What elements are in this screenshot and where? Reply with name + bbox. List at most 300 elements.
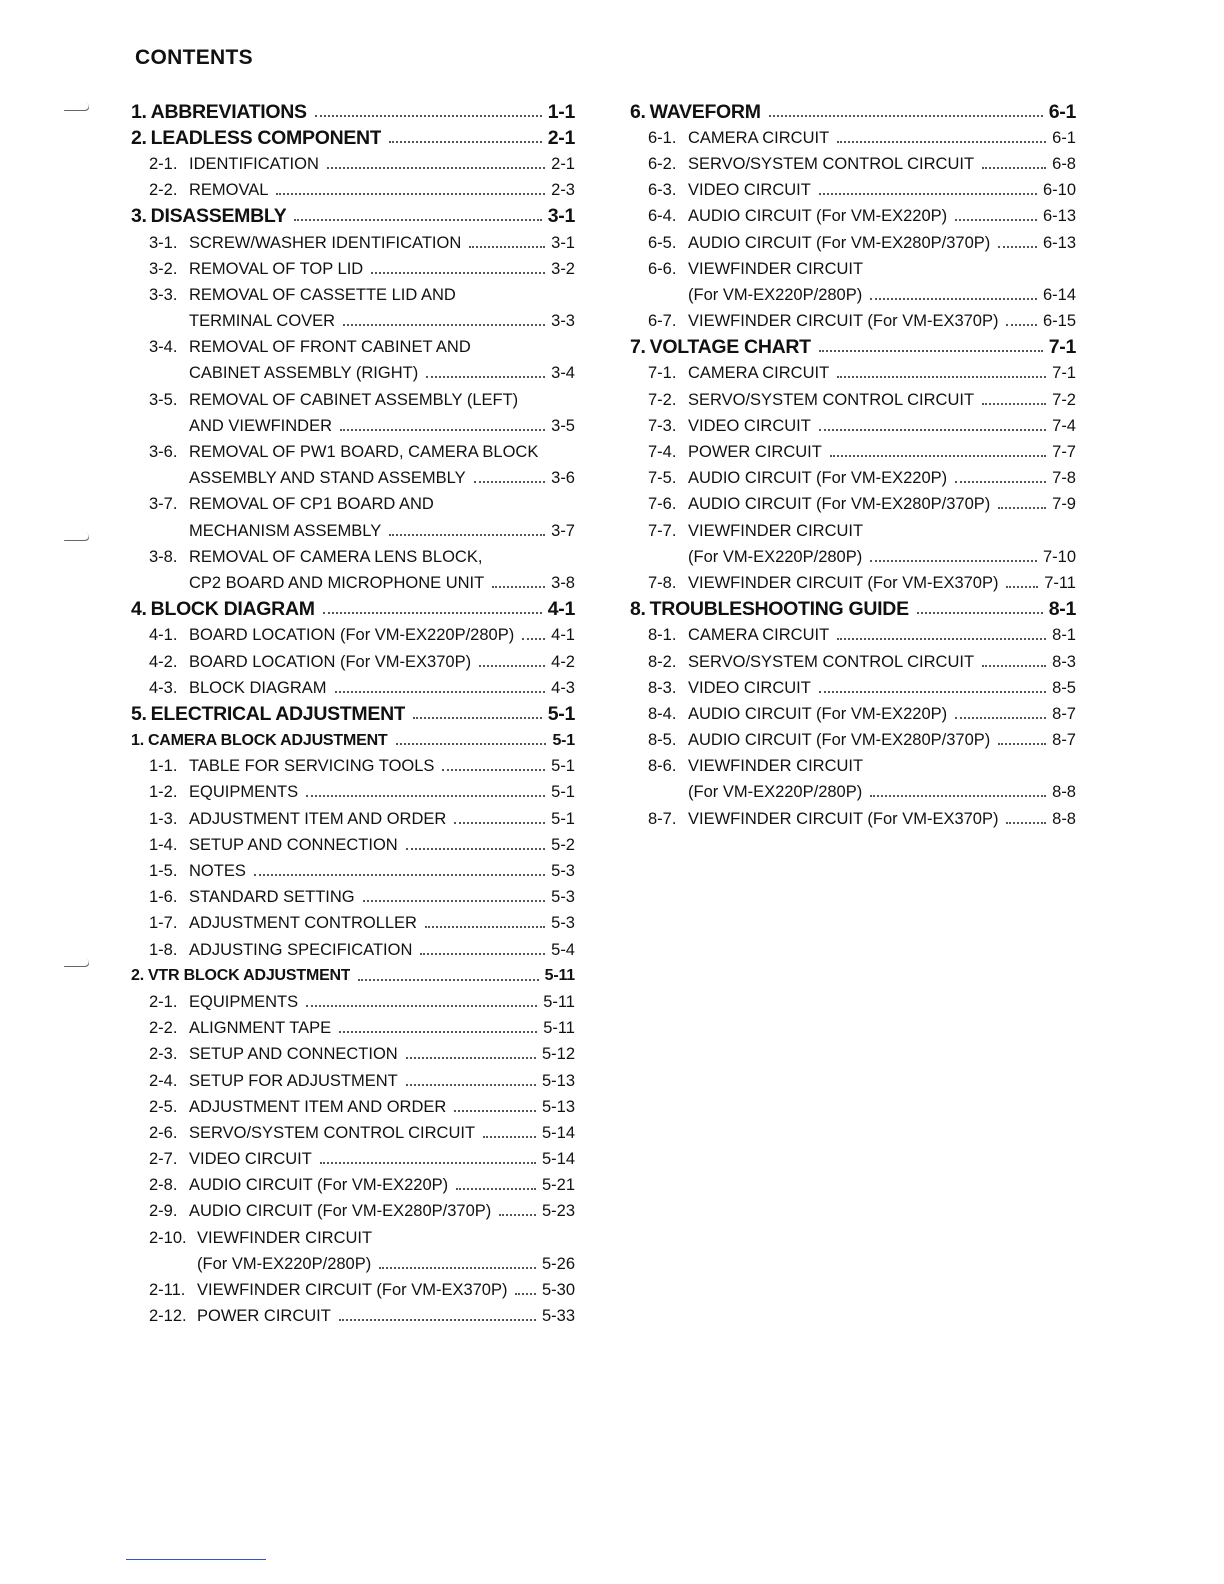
toc-entry-number: 1-3. xyxy=(149,809,178,828)
toc-entry-title: ABBREVIATIONS xyxy=(150,100,307,123)
toc-entry-title: (For VM-EX220P/280P) xyxy=(688,783,863,802)
toc-entry[interactable] xyxy=(131,151,575,177)
toc-entry-page: 5-1 xyxy=(551,809,575,828)
toc-entry-page: 5-1 xyxy=(551,757,575,776)
toc-entry[interactable] xyxy=(131,466,575,492)
toc-entry-title: VIEWFINDER CIRCUIT xyxy=(688,259,864,278)
dot-leader xyxy=(339,1030,537,1033)
toc-entry-number: 3-6. xyxy=(149,443,178,462)
toc-entry[interactable] xyxy=(131,230,575,256)
dot-leader xyxy=(522,637,545,640)
toc-entry-number: 1-8. xyxy=(149,940,178,959)
dot-leader xyxy=(306,794,545,797)
toc-entry[interactable] xyxy=(131,413,575,439)
toc-entry[interactable] xyxy=(630,492,1076,518)
toc-entry-title: TABLE FOR SERVICING TOOLS xyxy=(189,757,435,776)
toc-entry[interactable] xyxy=(630,623,1076,649)
toc-entry[interactable] xyxy=(131,335,575,361)
toc-entry-page: 7-1 xyxy=(1052,364,1076,383)
toc-entry-page: 5-2 xyxy=(551,835,575,854)
toc-entry[interactable] xyxy=(630,99,1076,125)
toc-entry-page: 3-2 xyxy=(551,259,575,278)
dot-leader xyxy=(998,245,1037,248)
dot-leader xyxy=(955,218,1037,221)
toc-entry-title: REMOVAL xyxy=(189,181,269,200)
toc-entry-title: AUDIO CIRCUIT (For VM-EX220P) xyxy=(688,704,948,723)
toc-entry[interactable] xyxy=(131,125,575,151)
toc-entry-title: SETUP AND CONNECTION xyxy=(189,835,398,854)
toc-entry-number: 2-8. xyxy=(149,1176,178,1195)
footer-rule xyxy=(126,1559,266,1560)
toc-entry[interactable] xyxy=(131,1094,575,1120)
toc-entry-title: AUDIO CIRCUIT (For VM-EX280P/370P) xyxy=(688,495,991,514)
toc-entry-number: 8-3. xyxy=(648,678,677,697)
toc-entry-number: 2-9. xyxy=(149,1202,178,1221)
toc-entry-number: 6. xyxy=(630,100,646,123)
toc-entry-number: 1-5. xyxy=(149,862,178,881)
dot-leader xyxy=(819,349,1043,352)
toc-entry-title: SERVO/SYSTEM CONTROL CIRCUIT xyxy=(688,652,975,671)
toc-entry-page: 5-4 xyxy=(551,940,575,959)
toc-entry[interactable] xyxy=(630,125,1076,151)
toc-entry-number: 7-4. xyxy=(648,443,677,462)
toc-entry-number: 3-4. xyxy=(149,338,178,357)
toc-entry-title: VIDEO CIRCUIT xyxy=(688,181,811,200)
toc-entry[interactable] xyxy=(131,1277,575,1303)
toc-entry[interactable] xyxy=(131,99,575,125)
dot-leader xyxy=(955,716,1046,719)
toc-entry-page: 2-1 xyxy=(547,126,575,149)
dot-leader xyxy=(294,218,541,221)
toc-entry[interactable] xyxy=(131,701,575,727)
toc-entry[interactable] xyxy=(131,1147,575,1173)
toc-entry-number: 4-1. xyxy=(149,626,178,645)
toc-entry-page: 5-26 xyxy=(541,1254,575,1273)
toc-entry[interactable] xyxy=(630,204,1076,230)
toc-entry-title: ADJUSTMENT ITEM AND ORDER xyxy=(189,809,447,828)
toc-entry[interactable] xyxy=(131,282,575,308)
toc-entry-number: 2. xyxy=(131,967,144,985)
toc-entry[interactable] xyxy=(131,885,575,911)
toc-entry-title: VIEWFINDER CIRCUIT (For VM-EX370P) xyxy=(688,573,999,592)
toc-entry-number: 4-3. xyxy=(149,678,178,697)
dot-leader xyxy=(819,428,1046,431)
toc-entry-title: ADJUSTING SPECIFICATION xyxy=(189,940,413,959)
toc-entry[interactable] xyxy=(131,806,575,832)
dot-leader xyxy=(306,1004,537,1007)
toc-entry[interactable] xyxy=(630,518,1076,544)
toc-entry-page: 8-5 xyxy=(1052,678,1076,697)
toc-entry-page: 7-10 xyxy=(1042,547,1076,566)
toc-entry-number: 2-5. xyxy=(149,1097,178,1116)
toc-entry[interactable] xyxy=(131,963,575,989)
toc-entry-number: 1. xyxy=(131,731,144,749)
dot-leader xyxy=(320,1161,536,1164)
toc-entry-title: AUDIO CIRCUIT (For VM-EX280P/370P) xyxy=(688,731,991,750)
toc-entry-title: NOTES xyxy=(189,862,246,881)
toc-entry-page: 5-13 xyxy=(541,1071,575,1090)
toc-entry-title: CAMERA CIRCUIT xyxy=(688,626,830,645)
toc-entry-page: 5-13 xyxy=(541,1097,575,1116)
toc-entry-page: 3-3 xyxy=(551,312,575,331)
toc-entry-page: 8-3 xyxy=(1052,652,1076,671)
dot-leader xyxy=(837,637,1046,640)
dot-leader xyxy=(339,1318,536,1321)
toc-entry-number: 6-7. xyxy=(648,312,677,331)
toc-entry-page: 7-9 xyxy=(1052,495,1076,514)
dot-leader xyxy=(396,742,547,745)
toc-entry-number: 1-4. xyxy=(149,835,178,854)
toc-entry[interactable] xyxy=(630,178,1076,204)
toc-entry-page: 8-8 xyxy=(1052,783,1076,802)
toc-entry-page: 3-5 xyxy=(551,416,575,435)
toc-entry-number: 2-10. xyxy=(149,1228,187,1247)
dot-leader xyxy=(335,690,546,693)
toc-entry-number: 3-2. xyxy=(149,259,178,278)
toc-entry[interactable] xyxy=(630,649,1076,675)
dot-leader xyxy=(837,140,1046,143)
toc-entry-title: (For VM-EX220P/280P) xyxy=(688,547,863,566)
dot-leader xyxy=(982,166,1046,169)
toc-entry-page: 6-13 xyxy=(1042,207,1076,226)
toc-entry-page: 5-23 xyxy=(541,1202,575,1221)
toc-entry[interactable] xyxy=(630,597,1076,623)
toc-entry-number: 2. xyxy=(131,126,147,149)
toc-entry-title: VIEWFINDER CIRCUIT (For VM-EX370P) xyxy=(688,809,999,828)
toc-entry-number: 3-7. xyxy=(149,495,178,514)
toc-entry-title: VIEWFINDER CIRCUIT (For VM-EX370P) xyxy=(688,312,999,331)
toc-entry-page: 3-8 xyxy=(551,573,575,592)
toc-entry[interactable] xyxy=(131,1120,575,1146)
toc-entry[interactable] xyxy=(131,1251,575,1277)
dot-leader xyxy=(323,611,542,614)
toc-entry-page: 2-1 xyxy=(551,154,575,173)
toc-entry-page: 1-1 xyxy=(547,100,575,123)
toc-entry-title: AND VIEWFINDER xyxy=(189,416,333,435)
toc-left-column xyxy=(131,99,575,1330)
toc-entry-title: VIDEO CIRCUIT xyxy=(189,1150,312,1169)
toc-entry[interactable] xyxy=(131,1068,575,1094)
toc-entry[interactable] xyxy=(131,675,575,701)
toc-entry-title: AUDIO CIRCUIT (For VM-EX220P) xyxy=(688,469,948,488)
dot-leader xyxy=(955,480,1046,483)
toc-entry-number: 3-8. xyxy=(149,547,178,566)
toc-entry[interactable] xyxy=(131,361,575,387)
toc-entry-page: 3-4 xyxy=(551,364,575,383)
toc-entry-page: 7-8 xyxy=(1052,469,1076,488)
toc-entry-page: 8-8 xyxy=(1052,809,1076,828)
dot-leader xyxy=(389,533,545,536)
dot-leader xyxy=(327,166,545,169)
dot-leader xyxy=(819,690,1046,693)
toc-entry-title: POWER CIRCUIT xyxy=(197,1307,331,1326)
toc-entry-title: ADJUSTMENT ITEM AND ORDER xyxy=(189,1097,447,1116)
dot-leader xyxy=(426,375,545,378)
dot-leader xyxy=(917,611,1043,614)
toc-right-column xyxy=(630,99,1076,832)
dot-leader xyxy=(454,1109,536,1112)
toc-entry-title: (For VM-EX220P/280P) xyxy=(688,285,863,304)
toc-entry-page: 5-3 xyxy=(551,914,575,933)
toc-entry-number: 2-11. xyxy=(149,1281,186,1300)
toc-entry[interactable] xyxy=(131,728,575,754)
toc-entry-title: VIEWFINDER CIRCUIT xyxy=(688,521,864,540)
toc-entry[interactable] xyxy=(131,256,575,282)
toc-entry[interactable] xyxy=(131,1304,575,1330)
toc-entry[interactable] xyxy=(131,989,575,1015)
dot-leader xyxy=(413,716,541,719)
toc-entry[interactable] xyxy=(131,858,575,884)
toc-entry[interactable] xyxy=(131,544,575,570)
toc-entry[interactable] xyxy=(131,780,575,806)
dot-leader xyxy=(420,952,545,955)
toc-entry-number: 3-1. xyxy=(149,233,178,252)
dot-leader xyxy=(371,271,545,274)
toc-entry-number: 2-2. xyxy=(149,181,178,200)
dot-leader xyxy=(379,1266,536,1269)
toc-entry-page: 8-1 xyxy=(1052,626,1076,645)
toc-entry-number: 1-6. xyxy=(149,888,178,907)
toc-entry-number: 2-12. xyxy=(149,1307,187,1326)
toc-entry-title: WAVEFORM xyxy=(649,100,761,123)
toc-entry-page: 7-1 xyxy=(1048,336,1076,359)
toc-entry-title: VIDEO CIRCUIT xyxy=(688,416,811,435)
toc-entry[interactable] xyxy=(131,832,575,858)
dot-leader xyxy=(456,1187,536,1190)
toc-entry-number: 7-5. xyxy=(648,469,677,488)
toc-entry-title: ASSEMBLY AND STAND ASSEMBLY xyxy=(189,469,466,488)
toc-entry-page: 5-1 xyxy=(551,783,575,802)
toc-entry-number: 2-2. xyxy=(149,1019,178,1038)
toc-entry[interactable] xyxy=(630,544,1076,570)
toc-entry-page: 4-1 xyxy=(547,598,575,621)
toc-entry[interactable] xyxy=(630,466,1076,492)
dot-leader xyxy=(406,847,545,850)
toc-entry-title: CABINET ASSEMBLY (RIGHT) xyxy=(189,364,419,383)
toc-entry-title: BLOCK DIAGRAM xyxy=(189,678,327,697)
dot-leader xyxy=(340,428,545,431)
dot-leader xyxy=(982,402,1046,405)
toc-entry-number: 2-1. xyxy=(149,992,178,1011)
toc-entry[interactable] xyxy=(630,361,1076,387)
toc-entry-page: 7-7 xyxy=(1052,443,1076,462)
toc-entry-title: AUDIO CIRCUIT (For VM-EX280P/370P) xyxy=(688,233,991,252)
toc-entry-title: REMOVAL OF CASSETTE LID AND xyxy=(189,285,456,304)
dot-leader xyxy=(358,978,538,981)
toc-entry[interactable] xyxy=(131,570,575,596)
toc-entry-page: 6-10 xyxy=(1042,181,1076,200)
toc-entry-page: 5-3 xyxy=(551,888,575,907)
toc-entry-page: 8-7 xyxy=(1052,731,1076,750)
toc-entry[interactable] xyxy=(630,282,1076,308)
toc-entry-number: 7. xyxy=(630,336,646,359)
toc-entry[interactable] xyxy=(131,518,575,544)
toc-entry-number: 2-4. xyxy=(149,1071,178,1090)
toc-entry-number: 3-5. xyxy=(149,390,178,409)
dot-leader xyxy=(870,297,1037,300)
toc-entry-page: 5-14 xyxy=(541,1150,575,1169)
toc-entry[interactable] xyxy=(630,728,1076,754)
toc-entry-page: 8-7 xyxy=(1052,704,1076,723)
dot-leader xyxy=(406,1056,536,1059)
toc-entry[interactable] xyxy=(131,1173,575,1199)
toc-entry-page: 5-30 xyxy=(541,1281,575,1300)
toc-entry[interactable] xyxy=(630,675,1076,701)
dot-leader xyxy=(837,375,1046,378)
toc-entry-number: 3. xyxy=(131,205,147,228)
dot-leader xyxy=(442,768,545,771)
toc-entry-page: 6-1 xyxy=(1048,100,1076,123)
toc-entry-number: 7-1. xyxy=(648,364,677,383)
toc-entry-title: SERVO/SYSTEM CONTROL CIRCUIT xyxy=(688,390,975,409)
toc-entry[interactable] xyxy=(630,780,1076,806)
toc-entry-number: 8-7. xyxy=(648,809,677,828)
toc-entry[interactable] xyxy=(131,937,575,963)
toc-entry-title: VIDEO CIRCUIT xyxy=(688,678,811,697)
toc-entry[interactable] xyxy=(131,309,575,335)
toc-entry-page: 5-1 xyxy=(547,702,575,725)
toc-entry-title: VIEWFINDER CIRCUIT xyxy=(197,1228,373,1247)
toc-entry-number: 1. xyxy=(131,100,147,123)
dot-leader xyxy=(515,1292,535,1295)
dot-leader xyxy=(998,506,1046,509)
toc-entry-page: 5-21 xyxy=(541,1176,575,1195)
toc-entry-number: 7-3. xyxy=(648,416,677,435)
toc-entry-page: 3-7 xyxy=(551,521,575,540)
toc-entry[interactable] xyxy=(630,701,1076,727)
dot-leader xyxy=(1006,585,1038,588)
toc-entry-title: REMOVAL OF TOP LID xyxy=(189,259,364,278)
dot-leader xyxy=(982,664,1046,667)
toc-entry-title: CAMERA CIRCUIT xyxy=(688,364,830,383)
toc-entry-page: 6-13 xyxy=(1042,233,1076,252)
toc-entry-title: VTR BLOCK ADJUSTMENT xyxy=(147,967,351,985)
toc-entry[interactable] xyxy=(131,1042,575,1068)
toc-entry[interactable] xyxy=(131,439,575,465)
toc-entry-title: BOARD LOCATION (For VM-EX370P) xyxy=(189,652,472,671)
toc-entry-number: 8-1. xyxy=(648,626,677,645)
toc-entry-number: 3-3. xyxy=(149,285,178,304)
toc-entry-title: AUDIO CIRCUIT (For VM-EX220P) xyxy=(688,207,948,226)
toc-entry-number: 7-6. xyxy=(648,495,677,514)
toc-entry-number: 8-2. xyxy=(648,652,677,671)
toc-entry[interactable] xyxy=(131,178,575,204)
toc-entry-title: SETUP FOR ADJUSTMENT xyxy=(189,1071,398,1090)
toc-entry-page: 4-3 xyxy=(551,678,575,697)
toc-entry[interactable] xyxy=(131,492,575,518)
toc-entry[interactable] xyxy=(131,1016,575,1042)
toc-entry-page: 5-12 xyxy=(541,1045,575,1064)
toc-entry-page: 7-4 xyxy=(1052,416,1076,435)
scan-mark xyxy=(52,526,95,541)
dot-leader xyxy=(479,664,545,667)
toc-entry-title: ELECTRICAL ADJUSTMENT xyxy=(150,702,406,725)
dot-leader xyxy=(1006,323,1036,326)
toc-entry-title: IDENTIFICATION xyxy=(189,154,319,173)
toc-entry-number: 6-1. xyxy=(648,128,677,147)
toc-entry-number: 1-1. xyxy=(149,757,178,776)
toc-entry-number: 8-6. xyxy=(648,757,677,776)
toc-entry[interactable] xyxy=(630,151,1076,177)
toc-entry[interactable] xyxy=(630,754,1076,780)
toc-entry-number: 8-4. xyxy=(648,704,677,723)
toc-entry[interactable] xyxy=(630,230,1076,256)
toc-entry[interactable] xyxy=(630,256,1076,282)
toc-entry[interactable] xyxy=(131,387,575,413)
toc-entry[interactable] xyxy=(131,649,575,675)
toc-entry[interactable] xyxy=(630,387,1076,413)
toc-entry-number: 4-2. xyxy=(149,652,178,671)
dot-leader xyxy=(363,899,546,902)
toc-entry[interactable] xyxy=(630,439,1076,465)
dot-leader xyxy=(769,114,1043,117)
toc-entry-title: SERVO/SYSTEM CONTROL CIRCUIT xyxy=(688,154,975,173)
toc-entry[interactable] xyxy=(131,911,575,937)
toc-entry-title: (For VM-EX220P/280P) xyxy=(197,1254,372,1273)
toc-entry-title: REMOVAL OF PW1 BOARD, CAMERA BLOCK xyxy=(189,443,539,462)
toc-entry[interactable] xyxy=(630,570,1076,596)
toc-entry-title: REMOVAL OF CAMERA LENS BLOCK, xyxy=(189,547,483,566)
toc-entry-number: 7-2. xyxy=(648,390,677,409)
toc-entry-title: CAMERA CIRCUIT xyxy=(688,128,830,147)
toc-entry-title: AUDIO CIRCUIT (For VM-EX280P/370P) xyxy=(189,1202,492,1221)
toc-entry-title: MECHANISM ASSEMBLY xyxy=(189,521,382,540)
toc-entry[interactable] xyxy=(630,413,1076,439)
toc-entry[interactable] xyxy=(131,1225,575,1251)
toc-entry-number: 6-5. xyxy=(648,233,677,252)
toc-entry-number: 6-3. xyxy=(648,181,677,200)
dot-leader xyxy=(315,114,542,117)
dot-leader xyxy=(870,794,1046,797)
toc-entry-title: BOARD LOCATION (For VM-EX220P/280P) xyxy=(189,626,515,645)
dot-leader xyxy=(1006,821,1046,824)
toc-entry-page: 2-3 xyxy=(551,181,575,200)
toc-entry-number: 2-3. xyxy=(149,1045,178,1064)
toc-entry-number: 2-1. xyxy=(149,154,178,173)
toc-entry-number: 6-4. xyxy=(648,207,677,226)
toc-entry-title: TROUBLESHOOTING GUIDE xyxy=(649,598,909,621)
toc-entry[interactable] xyxy=(131,1199,575,1225)
dot-leader xyxy=(499,1213,536,1216)
toc-entry[interactable] xyxy=(131,597,575,623)
toc-entry[interactable] xyxy=(630,806,1076,832)
toc-entry[interactable] xyxy=(131,754,575,780)
toc-entry-title: VIEWFINDER CIRCUIT xyxy=(688,757,864,776)
dot-leader xyxy=(406,1083,536,1086)
dot-leader xyxy=(389,140,541,143)
toc-entry-title: REMOVAL OF CP1 BOARD AND xyxy=(189,495,434,514)
toc-entry[interactable] xyxy=(630,309,1076,335)
toc-entry-title: AUDIO CIRCUIT (For VM-EX220P) xyxy=(189,1176,449,1195)
toc-entry-title: DISASSEMBLY xyxy=(150,205,287,228)
toc-entry[interactable] xyxy=(630,335,1076,361)
toc-entry-title: EQUIPMENTS xyxy=(189,992,299,1011)
toc-entry-title: SETUP AND CONNECTION xyxy=(189,1045,398,1064)
toc-entry-number: 4. xyxy=(131,598,147,621)
toc-entry-number: 8-5. xyxy=(648,731,677,750)
dot-leader xyxy=(483,1135,536,1138)
toc-entry-title: SERVO/SYSTEM CONTROL CIRCUIT xyxy=(189,1123,476,1142)
toc-entry-page: 6-8 xyxy=(1052,154,1076,173)
toc-entry-page: 3-1 xyxy=(547,205,575,228)
toc-entry-page: 5-14 xyxy=(541,1123,575,1142)
toc-entry-title: VIEWFINDER CIRCUIT (For VM-EX370P) xyxy=(197,1281,508,1300)
toc-entry-page: 5-33 xyxy=(541,1307,575,1326)
toc-entry[interactable] xyxy=(131,623,575,649)
toc-entry-title: BLOCK DIAGRAM xyxy=(150,598,315,621)
toc-entry-page: 3-6 xyxy=(551,469,575,488)
toc-entry[interactable] xyxy=(131,204,575,230)
